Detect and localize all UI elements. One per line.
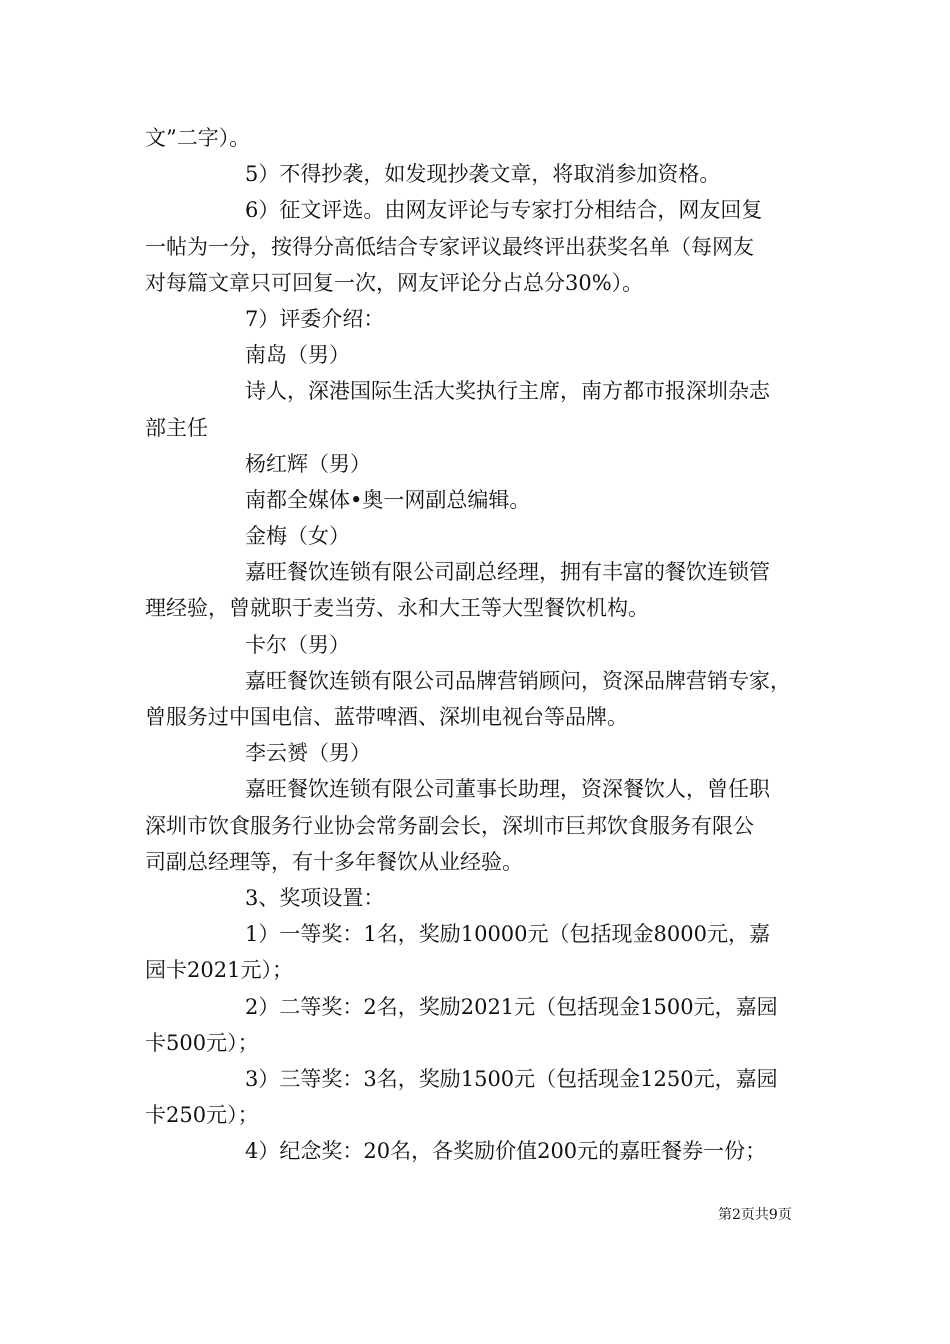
text-line: 南都全媒体•奥一网副总编辑。 [245, 487, 531, 512]
text-line: 理经验，曾就职于麦当劳、永和大王等大型餐饮机构。 [145, 596, 649, 621]
text-line: 5）不得抄袭，如发现抄袭文章，将取消参加资格。 [245, 162, 721, 187]
text-line: 嘉旺餐饮连锁有限公司品牌营销顾问，资深品牌营销专家， [245, 668, 791, 693]
text-line: 南岛（男） [245, 343, 350, 368]
text-line: 杨红辉（男） [245, 451, 371, 476]
text-line: 金梅（女） [245, 524, 350, 549]
text-line: 卡尔（男） [245, 632, 350, 657]
text-line: 3、奖项设置： [245, 885, 385, 910]
text-line: 嘉旺餐饮连锁有限公司董事长助理，资深餐饮人，曾任职 [245, 777, 770, 802]
text-line: 6）征文评选。由网友评论与专家打分相结合，网友回复 [245, 198, 763, 223]
text-line: 司副总经理等，有十多年餐饮从业经验。 [145, 849, 523, 874]
text-line: 4）纪念奖：20名，各奖励价值200元的嘉旺餐券一份； [245, 1139, 767, 1164]
text-line: 1）一等奖：1名，奖励10000元（包括现金8000元，嘉 [245, 922, 770, 947]
text-line: 卡250元）； [145, 1103, 259, 1128]
text-line: 一帖为一分，按得分高低结合专家评议最终评出获奖名单（每网友 [145, 234, 754, 259]
text-line: 深圳市饮食服务行业协会常务副会长，深圳市巨邦饮食服务有限公 [145, 813, 754, 838]
document-body [145, 120, 810, 1169]
text-line: 部主任 [145, 415, 208, 440]
text-line: 嘉旺餐饮连锁有限公司副总经理，拥有丰富的餐饮连锁管 [245, 560, 770, 585]
text-line: 李云赟（男） [245, 741, 371, 766]
text-line: 对每篇文章只可回复一次，网友评论分占总分30%）。 [145, 270, 644, 295]
text-line: 诗人，深港国际生活大奖执行主席，南方都市报深圳杂志 [245, 379, 770, 404]
text-line: 2）二等奖：2名，奖励2021元（包括现金1500元，嘉园 [245, 994, 778, 1019]
text-line: 曾服务过中国电信、蓝带啤酒、深圳电视台等品牌。 [145, 705, 628, 729]
page-number: 第2页共9页 [718, 1207, 792, 1223]
text-line: 7）评委介绍： [245, 306, 385, 331]
text-line: 卡500元）； [145, 1030, 259, 1055]
text-line: 3）三等奖：3名，奖励1500元（包括现金1250元，嘉园 [245, 1066, 778, 1091]
text-line: 文”二字）。 [145, 126, 251, 150]
text-line: 园卡2021元）； [145, 958, 293, 983]
